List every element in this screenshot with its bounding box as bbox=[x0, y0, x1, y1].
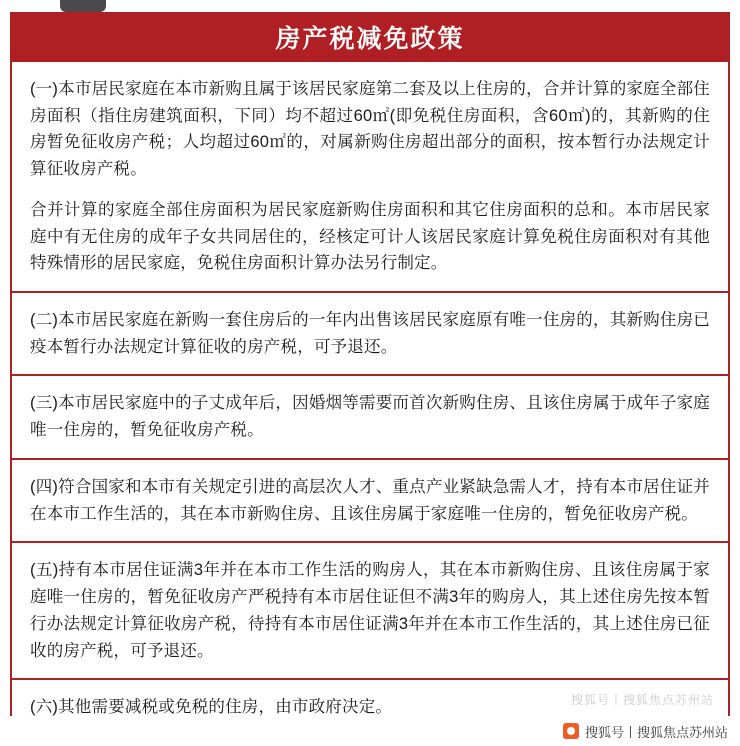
policy-paragraph: (二)本市居民家庭在新购一套住房后的一年内出售该居民家庭原有唯一住房的，其新购住房已疫本暂行办法规定计算征收的房产税，可予退还。 bbox=[30, 311, 710, 356]
footer-brand[interactable] bbox=[563, 722, 728, 741]
policy-section-1 bbox=[12, 62, 728, 293]
footer-bar bbox=[0, 716, 740, 746]
policy-section-2 bbox=[12, 293, 728, 376]
policy-paragraph: (四)符合国家和本市有关规定引进的高层次人才、重点产业紧缺急需人才，持有本市居住证并在本市工作生活的，其在本市新购住房、且该住房属于家庭唯一住房的，暂免征收房产税。 bbox=[30, 477, 710, 523]
policy-paragraph: (五)持有本市居住证满3年并在本市工作生活的购房人，其在本市新购住房、且该住房属于家庭唯一住房的，暂免征收房产严税持有本市居住证但不满3年的购房人，其上述住房先按本暂行办法规定计算征收房产税，待持有本市居住证满3年并在本市工作生活的，其上述住房已征收的房产税，可予退还。 bbox=[30, 561, 710, 660]
decorative-blob bbox=[60, 0, 106, 12]
policy-section-3 bbox=[12, 376, 728, 459]
policy-paragraph: 合并计算的家庭全部住房面积为居民家庭新购住房面积和其它住房面积的总和。本市居民家庭中有无住房的成年子女共同居住的，经核定可计人该居民家庭计算免税住房面积对有其他特殊情形的居民家庭，免税住房面积计算办法另行制定。 bbox=[30, 200, 710, 273]
watermark: 搜狐号丨搜狐焦点苏州站 bbox=[570, 693, 714, 707]
sohu-fox-icon bbox=[563, 723, 579, 739]
top-strip bbox=[0, 0, 740, 12]
policy-paragraph: (六)其他需要减税或免税的住房，由市政府决定。 bbox=[30, 698, 393, 717]
policy-paragraph: (一)本市居民家庭在本市新购且属于该居民家庭第二套及以上住房的，合并计算的家庭全部住房面积（指住房建筑面积，下同）均不超过60㎡(即免税住房面积，含60㎡)的，其新购的住房暂免征收房产税；人均超过60㎡的，对属新购住房超出部分的面积，按本暂行办法规定计算征收房产税。 bbox=[30, 80, 710, 179]
page-title: 房产税减免政策 bbox=[275, 25, 465, 53]
footer-brand-label: 搜狐号丨搜狐焦点苏州站 bbox=[584, 724, 728, 740]
policy-paragraph: (三)本市居民家庭中的子丈成年后，因婚烟等需要而首次新购住房、且该住房属于成年子家庭唯一住房的，暂免征收房产税。 bbox=[30, 394, 710, 440]
policy-section-5 bbox=[12, 543, 728, 680]
policy-body bbox=[10, 62, 730, 734]
policy-section-4 bbox=[12, 460, 728, 543]
policy-banner bbox=[10, 12, 730, 62]
